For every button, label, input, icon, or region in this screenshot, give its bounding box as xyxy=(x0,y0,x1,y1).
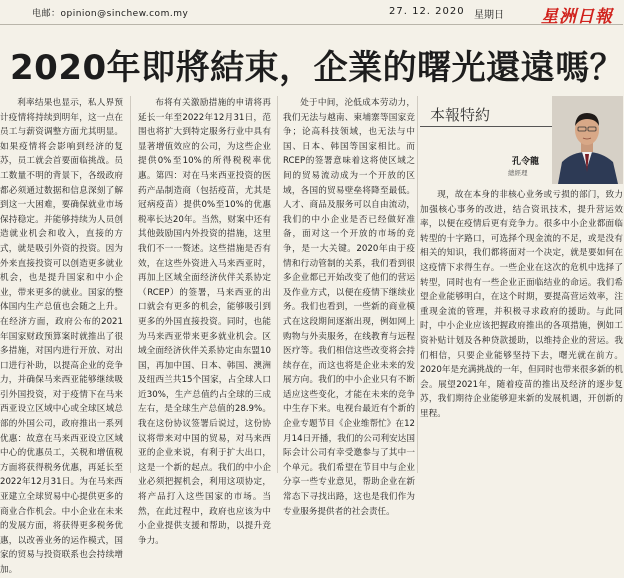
article-column-2 xyxy=(138,96,271,546)
column-2-text: 布将有关激励措施的申请将再延长一年至2022年12月31日，范围也将扩大到特定服务行业中具有显著增值效应的公司，为这些企业提供0%至10%的所得税税率优惠。第四：对在马来西亚投资的医药产品制造商（包括疫苗，尤其是冠病疫苗）提供0%至10%的优惠税率长达20年。当然，财案中还有其他鼓励国内外投资的措施，这里我们不一一赘述。这些措施是否有效，在这些外资进入马来西亚时，再加上区域全面经济伙伴关系协定（RCEP）的签署，马来西亚的出口就会有更多的机会，能够吸引到更多的外国直接投资。同时，也能为马来西亚带来更多就业机会。区域全面经济伙伴关系协定由东盟10国，再加中国、日本、韩国、澳洲及纽西兰共15个国家，占全球人口近30%，生产总值约占全球的三成左右，是全球生产总值的28.9%。我在这份协议签署后说过，这份协议将带来对中国的贸易，对马来西亚的企业来说，有利于扩大出口，这是一个新的起点。我们的中小企业必须把握机会，利用这项协定，将产品打入这些国家的市场。当然，在此过程中，政府也应该为中小企业提供支援和帮助，以提升竞争力。 xyxy=(138,98,271,546)
page-header xyxy=(0,0,623,25)
article-headline: 2020年即將結束，企業的曙光還遠嗎？ xyxy=(10,48,624,88)
column-1-text: 利率结果也显示，私人界预计疫情将持续到明年，这一点在员工与薪资调整方面尤其明显。如果疫情将会影响到经济的复苏，员工就会首要面临挑战。员工数量不明的背景下，各级政府都必须通过数据和信息深刻了解到这一大困难，要确保就业市场保持稳定。并能够持续为人员创造就业机会和收入，直接的方式，就是吸引外资的投资。因为外来直接投资可以创造更多就业机会，也是提升国家和中小企业，带来更多的就业。国家的整体国内生产总值也会随之上升。在经济方面，政府公布的2021年国家财政预算案时就推出了很多措施，对国内进行开放、对出口进行补助，以提高企业的竞争力，并确保马来西亚能够继续吸引外国投资，对于疫情下在马来西亚设立区域中心或全球区域总部的外国公司，政府推出一系列优惠：故意在马来西亚设立区域中心的优惠员工，关税和增值税方面将获得税务优惠，再延长至2022年12月31日。为在马来西亚建立全球贸易中心提供更多的商业合作机会。中小企业在未来的发展方面，将获得更多税务优惠，以改善业务的运作模式，国家的贸易与投资联系也会持续增加。 xyxy=(0,98,123,575)
author-name: 孔令龍 xyxy=(512,157,540,167)
column-3-text: 处于中间，沦低成本劳动力，我们无法与越南、柬埔寨等国家竞争；论高科技领域，也无法与中国、日本、韩国等国家相比。而RCEP的签署意味着这将使区域之间的贸易流动成为一个开放的区域，各国的贸易壁垒将降至最低。人才、商品及服务可以自由流动，我们的中小企业是否已经做好准备，面对这一个开放的市场的竞争，是一大关键。2020年由于疫情和行动管制的关系，我们看到很多企业都已开始改变了他们的营运及作业方式，以便在疫情下继续业务。我们也看到，一些新的商业模式在这段期间逐渐出现，例如网上购物与外卖服务，在线教育与远程医疗等。我们相信这些改变将会持续存在，而这也将是企业未来的发展方向。我们的中小企业只有不断适应这些变化，才能在未来的竞争中生存下来。电视台最近有个新的企业专题节目《企业维帮忙》在12月14日开播，我们的公司利安达国际会计公司有幸受邀参与了其中一个单元。我们希望在节目中与企业分享一些专业意见，帮助企业在新常态下寻找出路，这也是我们作为专业服务提供者的社会责任。 xyxy=(283,98,415,517)
author-box xyxy=(420,96,623,184)
article-column-4 xyxy=(420,188,623,473)
newspaper-logo: 星洲日報 xyxy=(541,7,613,27)
article-column-1 xyxy=(0,96,123,575)
column-divider xyxy=(130,96,131,473)
author-portrait-icon xyxy=(552,96,623,184)
article-column-3 xyxy=(283,96,415,517)
label-underline xyxy=(420,126,560,127)
special-contributor-label: 本報特約 xyxy=(430,106,491,124)
author-photo xyxy=(552,96,623,184)
column-divider xyxy=(277,96,278,473)
column-4-text: 现，故在本身的非核心业务或亏损的部门，致力加强核心事务的改进，结合资讯技术，提升营运效率，以便在疫情后更有竞争力。很多中小企业都面临转型的十字路口，可选择个现金流的不足，或是没有相关的知识，我们都将面对一个决定，就是要如何在这疫情下求得生存。一些企业在这次的危机中选择了转型，同时也有一些企业正面临结业的命运。我们希望企业能够明白，在这个时期，要提高营运效率，注重现金流的管理，并积极寻求政府的援助。与此同时，中小企业应该把握政府推出的各项措施，例如工资补贴计划及各种贷款援助，以维持企业的营运。我们相信，只要企业能够坚持下去，曙光就在前方。2020年是充满挑战的一年，但同时也带来很多新的机会。展望2021年，随着疫苗的推出及经济的逐步复苏，我们期待企业能够迎来新的发展机遇，开创新的里程。 xyxy=(420,190,623,419)
email-address: 电邮：opinion@sinchew.com.my xyxy=(32,9,189,19)
column-divider xyxy=(417,96,418,473)
issue-date: 27. 12. 2020 xyxy=(389,6,465,17)
weekday: 星期日 xyxy=(474,10,504,21)
author-title: 總經理 xyxy=(508,169,528,177)
